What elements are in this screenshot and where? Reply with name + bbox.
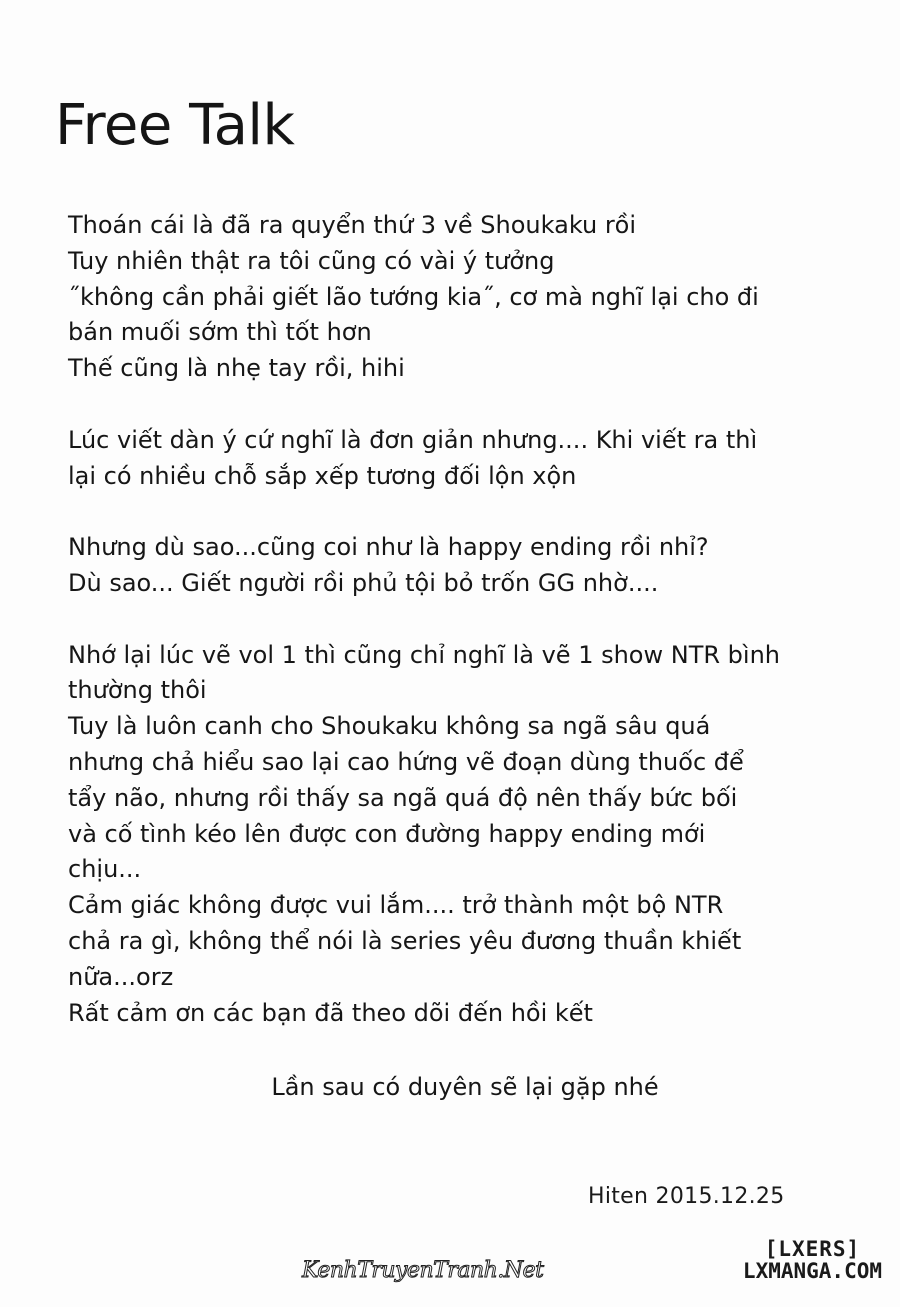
text-line: nhưng chả hiểu sao lại cao hứng vẽ đoạn dùng thuốc để — [68, 747, 744, 776]
paragraph — [68, 530, 868, 602]
text-line: Thế cũng là nhẹ tay rồi, hihi — [68, 354, 405, 383]
text-line: Rất cảm ơn các bạn đã theo dõi đến hồi kết — [68, 998, 593, 1027]
text-line: Nhớ lại lúc vẽ vol 1 thì cũng chỉ nghĩ là vẽ 1 show NTR bình — [68, 640, 780, 669]
text-line: ˝không cần phải giết lão tướng kia˝, cơ mà nghĩ lại cho đi — [68, 282, 759, 311]
text-line: chịu... — [68, 855, 142, 884]
text-line: bán muối sớm thì tốt hơn — [68, 318, 372, 347]
paragraph — [68, 638, 868, 1032]
text-line: chả ra gì, không thể nói là series yêu đương thuần khiết — [68, 926, 742, 955]
text-line: và cố tình kéo lên được con đường happy ending mới — [68, 819, 706, 848]
text-line: Dù sao... Giết người rồi phủ tội bỏ trốn GG nhờ.... — [68, 568, 659, 597]
text-line: nữa...orz — [68, 962, 174, 991]
free-talk-body — [68, 208, 868, 1031]
text-line: Cảm giác không được vui lắm.... trở thành một bộ NTR — [68, 891, 724, 920]
text-line: Lúc viết dàn ý cứ nghĩ là đơn giản nhưng.... Khi viết ra thì — [68, 425, 758, 454]
watermark-lxmanga — [743, 1238, 882, 1282]
watermark-group-tag: [LXERS] — [764, 1237, 861, 1261]
text-line: thường thôi — [68, 676, 207, 705]
closing-line: Lần sau có duyên sẽ lại gặp nhé — [271, 1073, 659, 1101]
page-title: Free Talk — [55, 93, 295, 158]
text-line: Tuy là luôn canh cho Shoukaku không sa ngã sâu quá — [68, 712, 711, 741]
text-line: Thoán cái là đã ra quyển thứ 3 về Shoukaku rồi — [68, 211, 637, 239]
watermark-script-site: KenhTruyenTranh.Net — [302, 1258, 544, 1283]
text-line: tẩy não, nhưng rồi thấy sa ngã quá độ nên thấy bức bối — [68, 783, 738, 812]
paragraph — [68, 423, 868, 495]
paragraph — [68, 208, 868, 387]
watermark-group-site: LXMANGA.COM — [742, 1259, 882, 1284]
author-signature: Hiten 2015.12.25 — [588, 1184, 785, 1209]
text-line: Nhưng dù sao...cũng coi như là happy ending rồi nhỉ? — [68, 533, 709, 562]
text-line: Tuy nhiên thật ra tôi cũng có vài ý tưởng — [68, 246, 555, 275]
text-line: lại có nhiều chỗ sắp xếp tương đối lộn xộn — [68, 461, 577, 490]
